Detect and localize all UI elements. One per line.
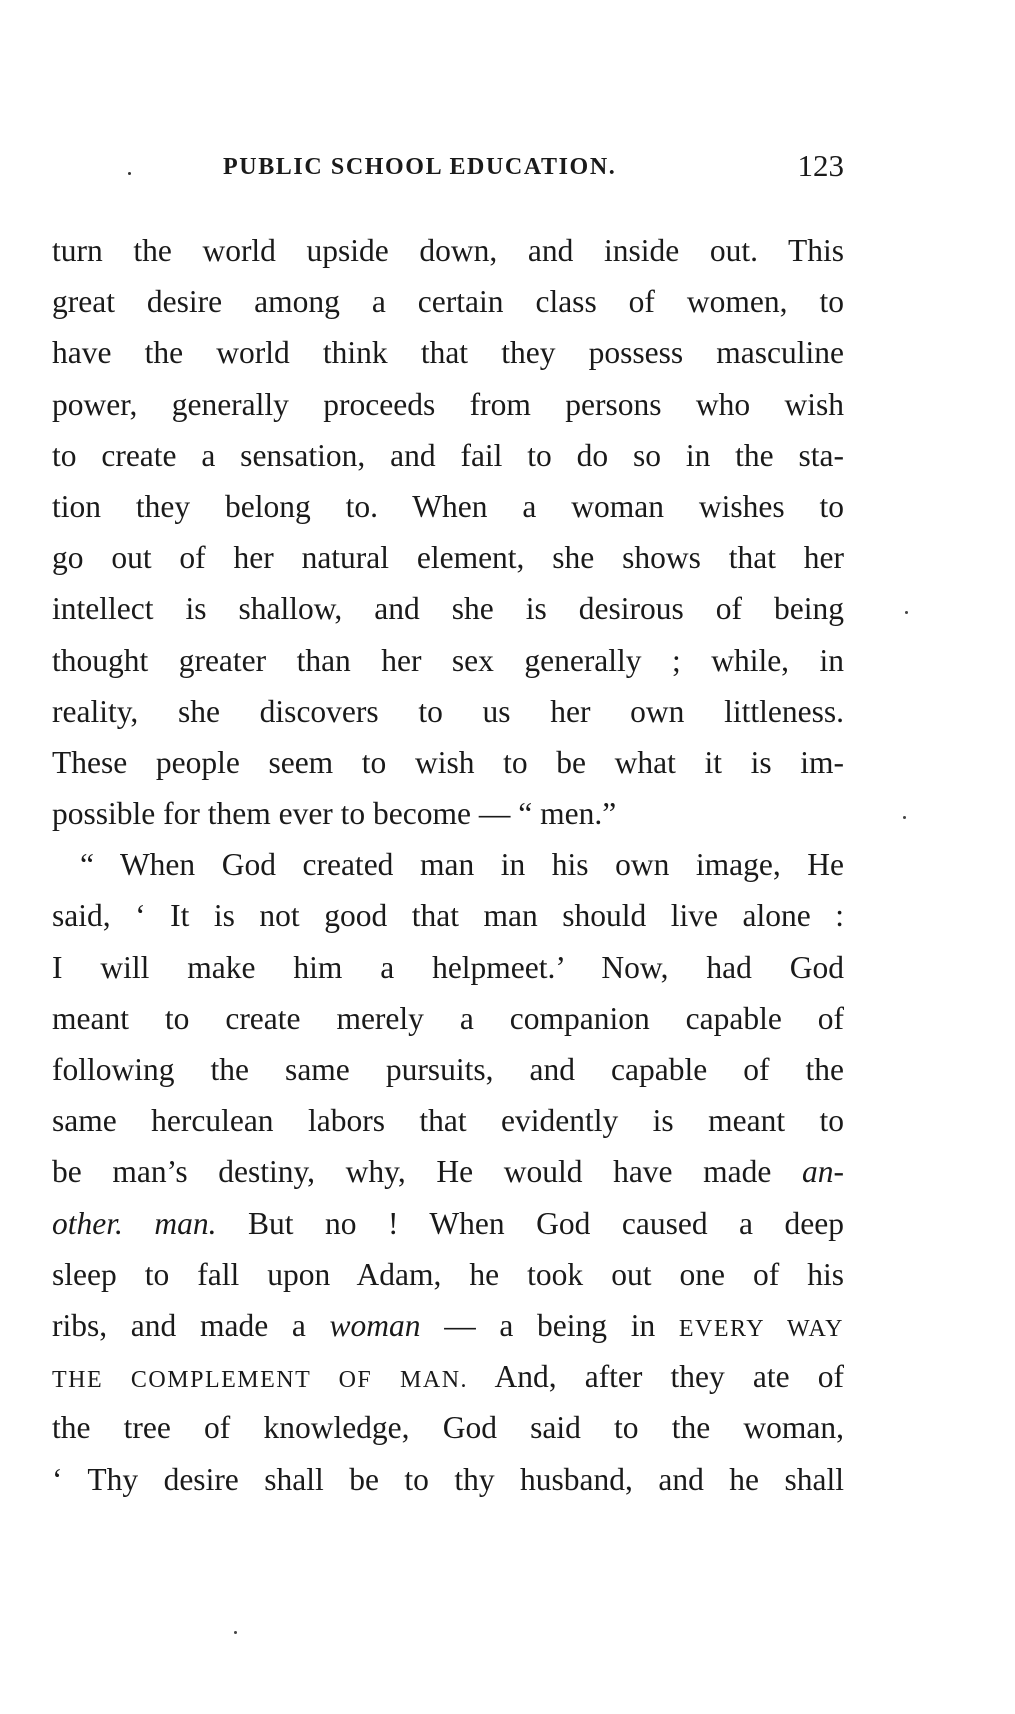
text-line: said, ‘ It is not good that man should live alone : [52, 898, 844, 934]
text-line: I will make him a helpmeet.’ Now, had God [52, 949, 844, 985]
small-caps-run: EVERY WAY [678, 1315, 844, 1342]
ink-speck [234, 1631, 237, 1634]
italic-run: woman [329, 1307, 421, 1343]
text-line: great desire among a certain class of women, to [52, 284, 844, 320]
text-line: tion they belong to. When a woman wishes to [52, 488, 844, 524]
text-line [52, 1198, 844, 1249]
text-line: to create a sensation, and fail to do so in the sta- [52, 437, 844, 473]
text-line [52, 1146, 844, 1197]
text-line: turn the world upside down, and inside out. This [52, 233, 844, 268]
text-line: intellect is shallow, and she is desirous of being [52, 591, 844, 627]
text-line: possible for them ever to become — “ men.” [52, 796, 617, 832]
running-head [52, 148, 844, 188]
text-line: same herculean labors that evidently is meant to [52, 1103, 844, 1139]
text-line: thought greater than her sex generally ; while, in [52, 642, 844, 678]
ink-speck [903, 816, 906, 819]
text-line: meant to create merely a companion capable of [52, 1000, 844, 1036]
small-caps-run: THE COMPLEMENT OF MAN. [52, 1367, 469, 1394]
body-text [52, 225, 844, 1505]
text-line: have the world think that they possess masculine [52, 335, 844, 371]
text-line: “ When God created man in his own image, He [80, 847, 844, 883]
text-run: But no ! When God caused a deep [216, 1205, 844, 1241]
text-line [52, 1300, 844, 1351]
text-run: And, after they ate of [468, 1359, 845, 1395]
text-line: These people seem to wish to be what it is im- [52, 744, 844, 780]
text-line: ‘ Thy desire shall be to thy husband, and he shall [52, 1461, 844, 1497]
text-line: reality, she discovers to us her own littleness. [52, 693, 844, 729]
italic-run: an- [802, 1154, 844, 1190]
text-run: be man’s destiny, why, He would have made [52, 1154, 802, 1190]
italic-run: other. man. [52, 1205, 217, 1241]
text-run: ribs, and made a [52, 1307, 330, 1343]
text-line: the tree of knowledge, God said to the woman, [52, 1410, 844, 1446]
text-line: sleep to fall upon Adam, he took out one of his [52, 1256, 844, 1292]
text-line [52, 1351, 844, 1402]
running-title: PUBLIC SCHOOL EDUCATION. [223, 154, 617, 180]
ink-speck [128, 172, 131, 175]
text-line: following the same pursuits, and capable of the [52, 1052, 844, 1087]
text-line: go out of her natural element, she shows that her [52, 540, 844, 576]
text-line: power, generally proceeds from persons who wish [52, 386, 844, 422]
page-number: 123 [797, 148, 844, 183]
ink-speck [905, 611, 908, 614]
text-run: — a being in [420, 1307, 679, 1343]
